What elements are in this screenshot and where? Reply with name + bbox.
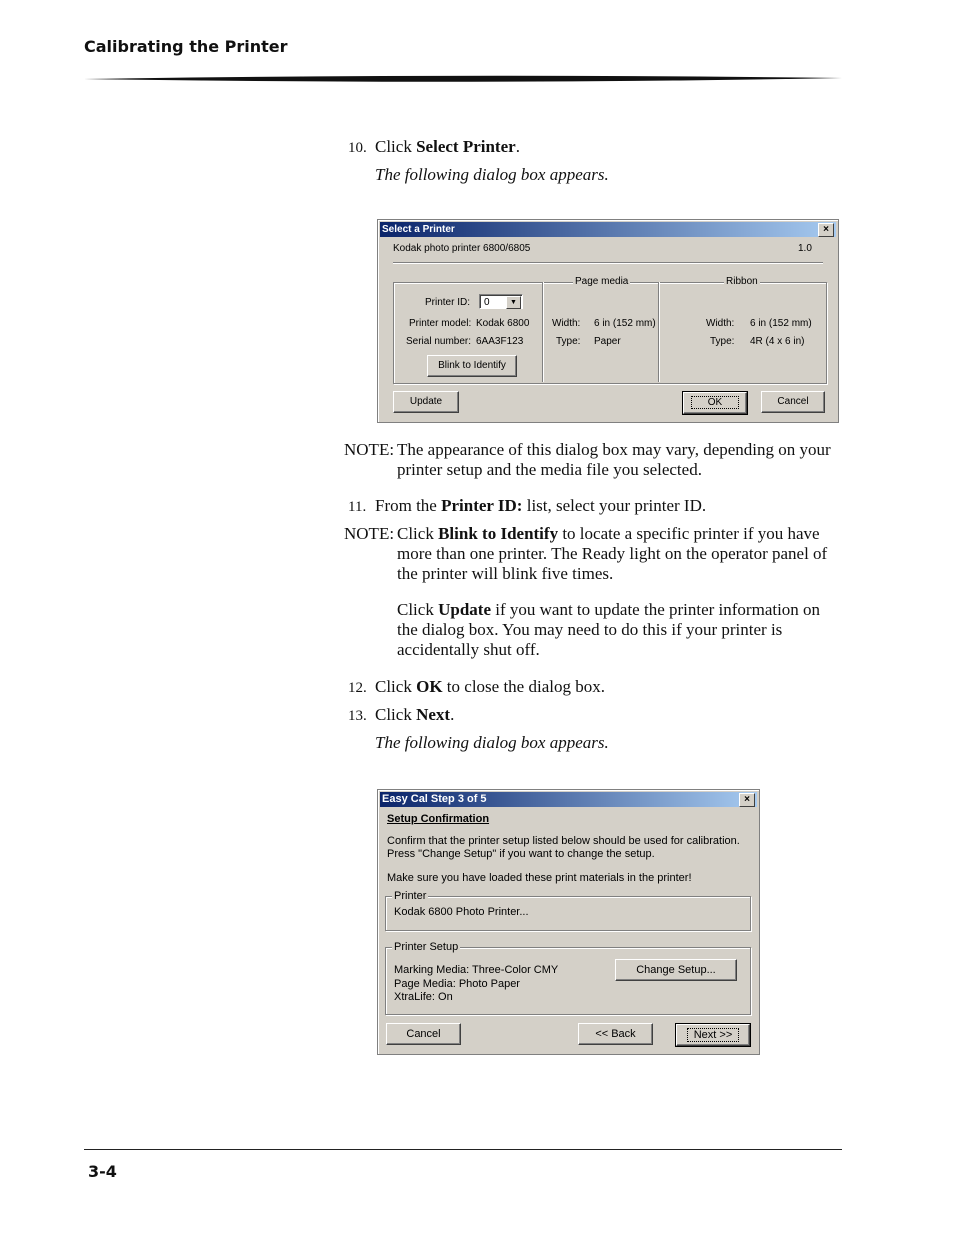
step-12: 12. Click OK to close the dialog box. [348,677,605,696]
cancel-button[interactable]: Cancel [386,1023,461,1045]
note-update: Click Update if you want to update the printer information on the dialog box. You may need to do this if your printer is accidentally shut off. [397,600,821,659]
next-button[interactable]: Next >> [676,1024,750,1046]
page-media-type-label: Type: [556,336,581,347]
easycal-dialog [377,789,760,1055]
page-media-title: Page media [575,276,629,287]
printer-model-label: Printer model: [409,318,472,329]
printer-value: Kodak 6800 Photo Printer... [394,906,529,918]
page-media-width-label: Width: [552,318,581,329]
blink-to-identify-button[interactable]: Blink to Identify [427,355,517,377]
close-icon[interactable]: × [818,223,834,237]
xtralife-value: XtraLife: On [394,991,453,1003]
printer-id-label: Printer ID: [425,297,471,308]
step-13: 13. Click Next. [348,705,455,724]
printer-model-value: Kodak 6800 [476,318,530,329]
header-swoosh-rule [84,70,842,88]
printer-setup-group-title: Printer Setup [394,941,459,953]
back-button[interactable]: << Back [578,1023,653,1045]
ok-button[interactable]: OK [683,392,747,414]
page-media-value: Page Media: Photo Paper [394,978,520,990]
chevron-down-icon[interactable]: ▼ [506,296,521,309]
page-media-width-value: 6 in (152 mm) [594,318,656,329]
step-10-result: The following dialog box appears. [375,165,609,184]
serial-number-value: 6AA3F123 [476,336,524,347]
divider [542,282,544,382]
cancel-button[interactable]: Cancel [761,391,825,413]
page-media-type-value: Paper [594,336,621,347]
step-13-result: The following dialog box appears. [375,733,609,752]
ribbon-width-value: 6 in (152 mm) [750,318,812,329]
close-icon[interactable]: × [739,793,755,807]
change-setup-button[interactable]: Change Setup... [615,959,737,981]
step-11: 11. From the Printer ID: list, select your printer ID. [348,496,707,515]
select-printer-titlebar: Select a Printer × [380,222,836,237]
step-10: 10. Click Select Printer. [348,137,520,156]
product-name: Kodak photo printer 6800/6805 [393,243,531,254]
ribbon-width-label: Width: [706,318,735,329]
select-printer-dialog [377,219,839,423]
setup-confirmation-heading: Setup Confirmation [387,813,490,825]
instruction-line-2: Press "Change Setup" if you want to change the setup. [387,848,655,860]
printer-id-select[interactable]: 0 ▼ [479,294,523,309]
separator [393,262,823,264]
easycal-titlebar: Easy Cal Step 3 of 5 × [380,792,757,807]
marking-media-value: Marking Media: Three-Color CMY [394,964,559,976]
divider [658,282,660,382]
ribbon-title: Ribbon [726,276,758,287]
instruction-line-1: Confirm that the printer setup listed below should be used for calibration. [387,835,740,847]
update-button[interactable]: Update [393,391,459,413]
version-number: 1.0 [798,243,812,254]
footer-rule [84,1149,842,1150]
note-dialog-may-vary: NOTE: The appearance of this dialog box may vary, depending on your printer setup and the media file you selected. [344,440,831,479]
serial-number-label: Serial number: [406,336,472,347]
note-blink-to-identify: NOTE: Click Blink to Identify to locate a specific printer if you have more than one printer. The Ready light on the operator panel of the printer will blink five times. [344,524,828,583]
page-number: 3-4 [88,1162,117,1181]
instruction-line-3: Make sure you have loaded these print materials in the printer! [387,872,692,884]
printer-group-title: Printer [394,890,427,902]
ribbon-type-value: 4R (4 x 6 in) [750,336,805,347]
ribbon-type-label: Type: [710,336,735,347]
running-header: Calibrating the Printer [84,37,288,56]
